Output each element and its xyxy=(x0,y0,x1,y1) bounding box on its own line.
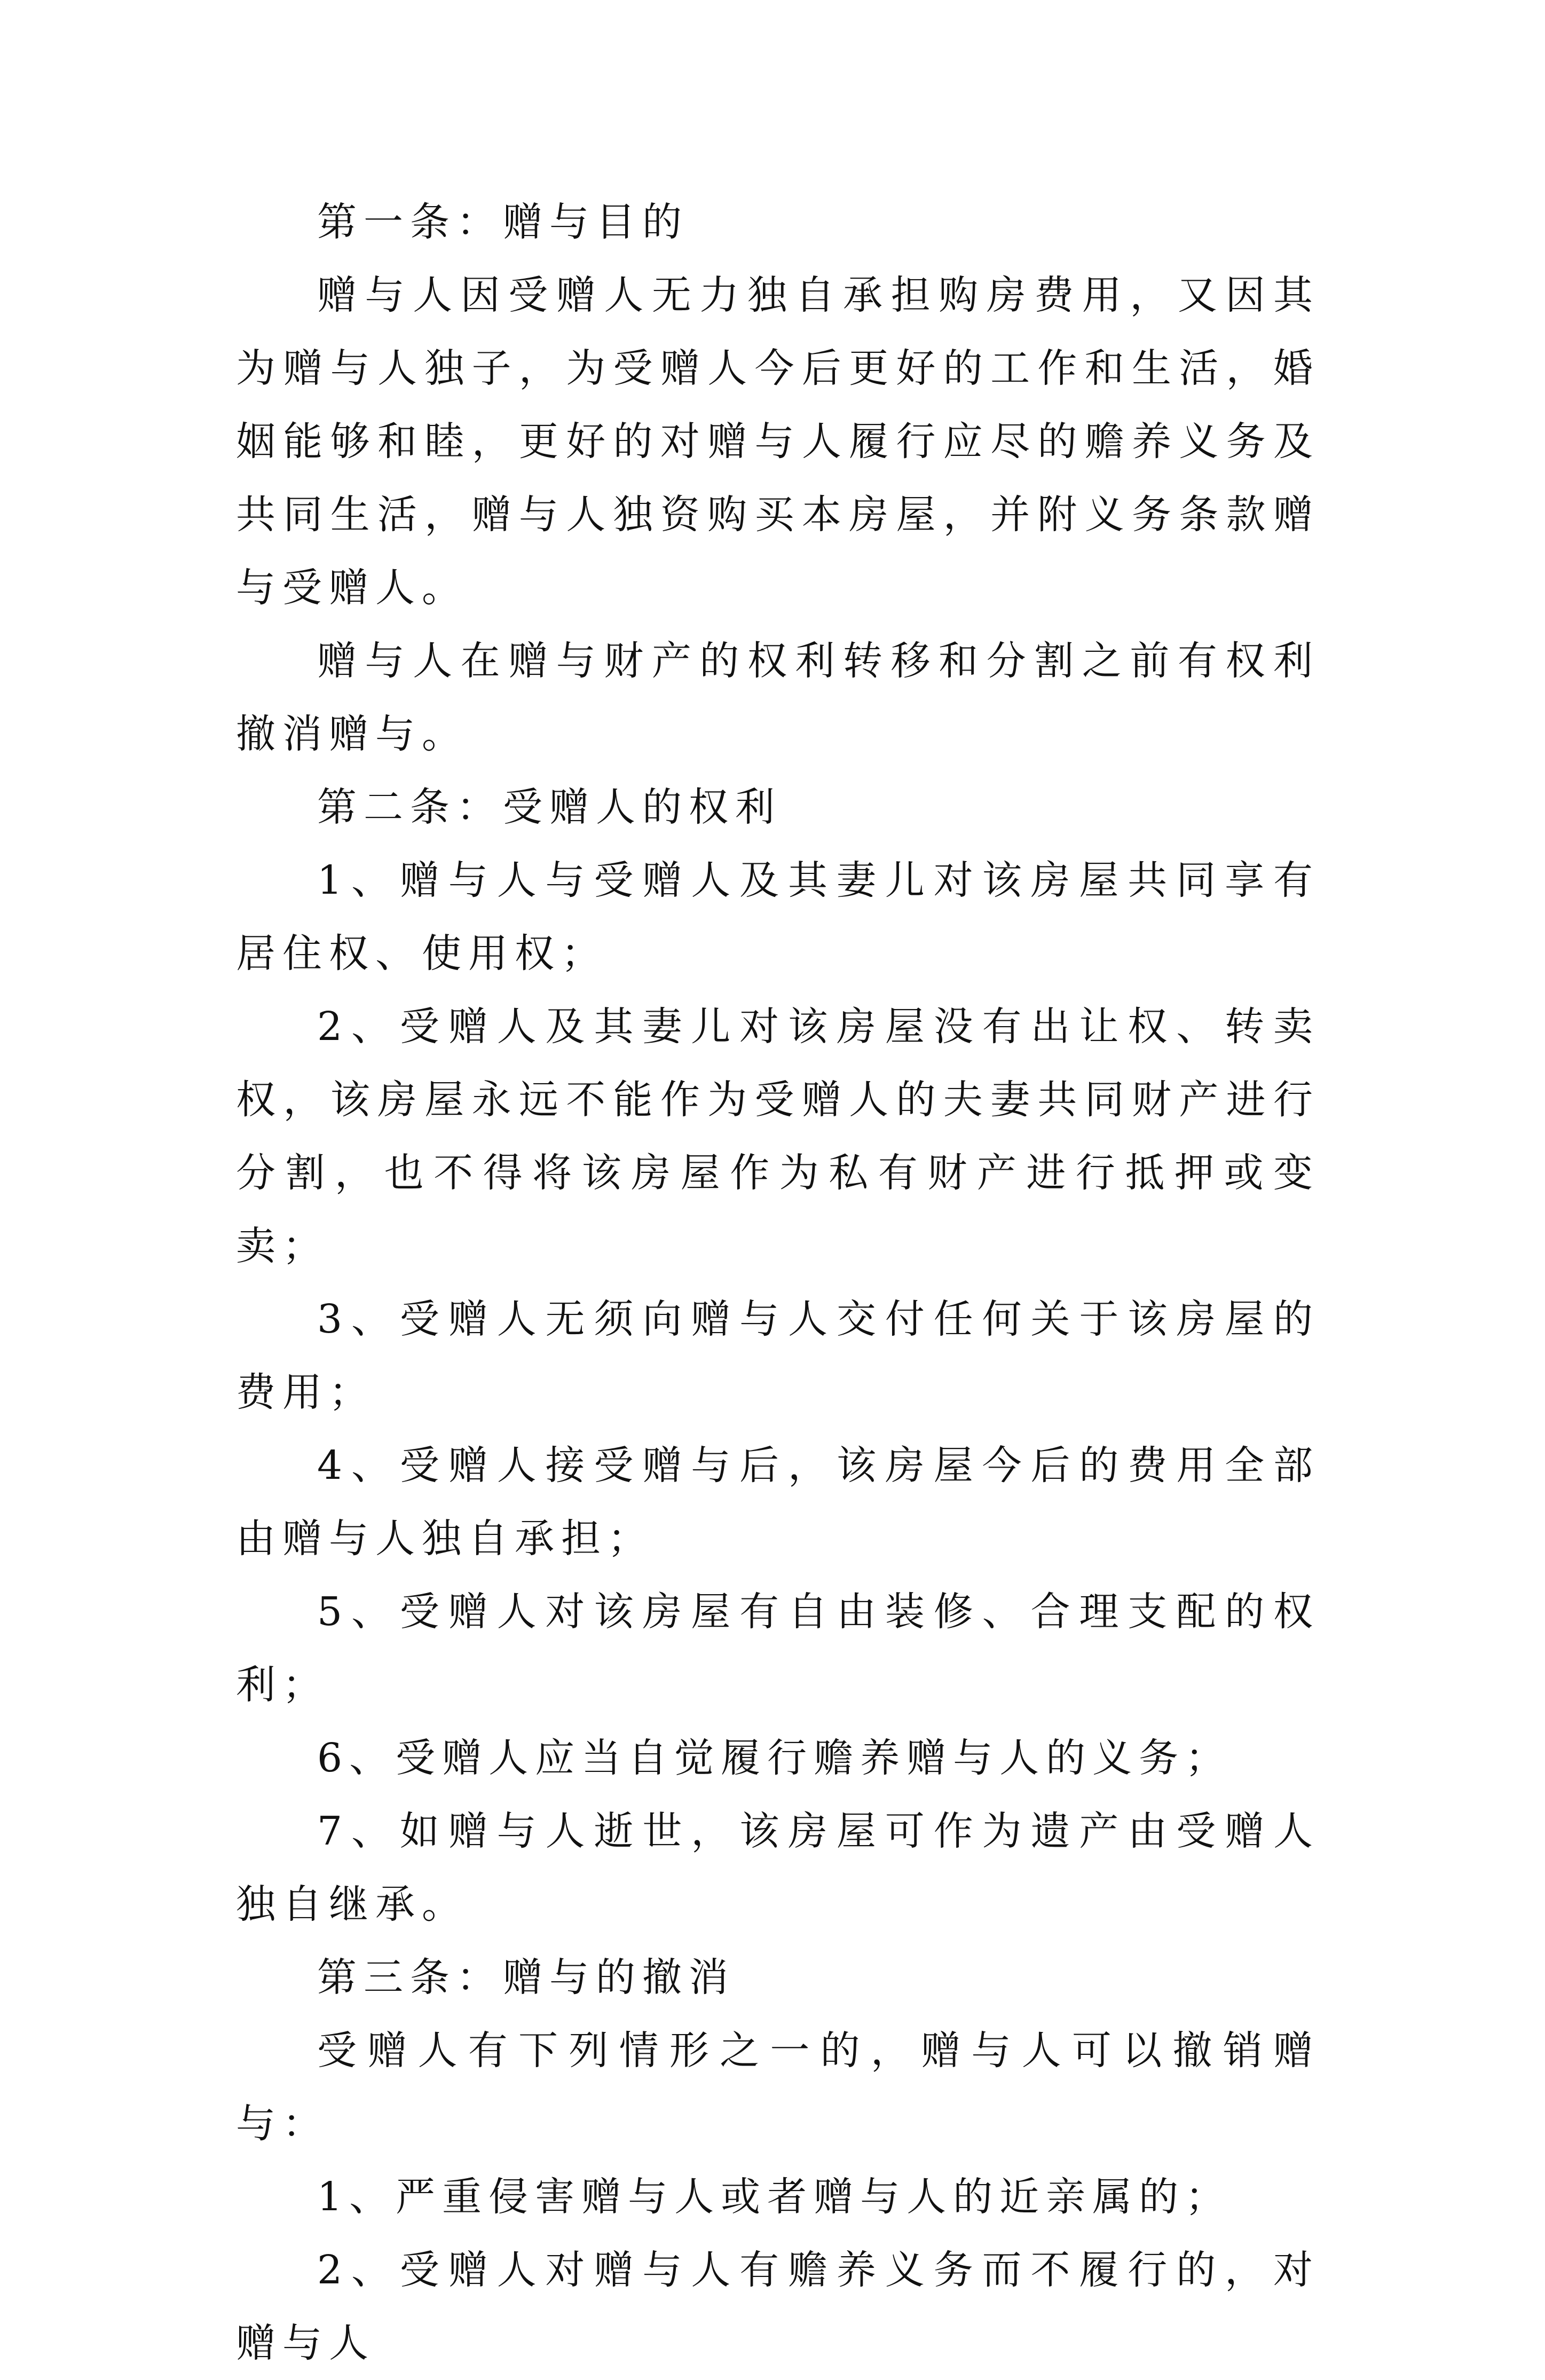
article-3-item-2: 2、受赠人对赠与人有赡养义务而不履行的，对赠与人 xyxy=(236,2247,1320,2366)
article-2-item-7: 7、如赠与人逝世，该房屋可作为遗产由受赠人独自继承。 xyxy=(236,1808,1320,1927)
article-2-item-4: 4、受赠人接受赠与后，该房屋今后的费用全部由赠与人独自承担； xyxy=(236,1443,1320,1562)
article-1-purpose-paragraph: 赠与人因受赠人无力独自承担购房费用，又因其为赠与人独子，为受赠人今后更好的工作和生活，婚姻能够和睦，更好的对赠与人履行应尽的赡养义务及共同生活，赠与人独资购买本房屋，并附义务条款赠与受赠人。 xyxy=(236,272,1320,611)
document-body xyxy=(236,186,1320,2380)
article-3-heading: 第三条：赠与的撤消 xyxy=(317,1955,735,2000)
article-3-intro: 受赠人有下列情形之一的，赠与人可以撤销赠与： xyxy=(236,2028,1320,2147)
article-2-item-1: 1、赠与人与受赠人及其妻儿对该房屋共同享有居住权、使用权； xyxy=(236,857,1320,976)
article-2-item-2: 2、受赠人及其妻儿对该房屋没有出让权、转卖权，该房屋永远不能作为受赠人的夫妻共同财产进行分割，也不得将该房屋作为私有财产进行抵押或变卖； xyxy=(236,1004,1320,1269)
article-2-heading: 第二条：受赠人的权利 xyxy=(317,784,782,830)
article-3-item-1: 1、严重侵害赠与人或者赠与人的近亲属的； xyxy=(317,2174,1232,2220)
article-2-item-6: 6、受赠人应当自觉履行赡养赠与人的义务； xyxy=(317,1735,1232,1781)
article-1-heading: 第一条：赠与目的 xyxy=(317,199,689,245)
article-1-revocation-right-paragraph: 赠与人在赠与财产的权利转移和分割之前有权利撤消赠与。 xyxy=(236,638,1320,757)
article-2-item-5: 5、受赠人对该房屋有自由装修、合理支配的权利； xyxy=(236,1589,1320,1708)
article-2-item-3: 3、受赠人无须向赠与人交付任何关于该房屋的费用； xyxy=(236,1296,1320,1415)
